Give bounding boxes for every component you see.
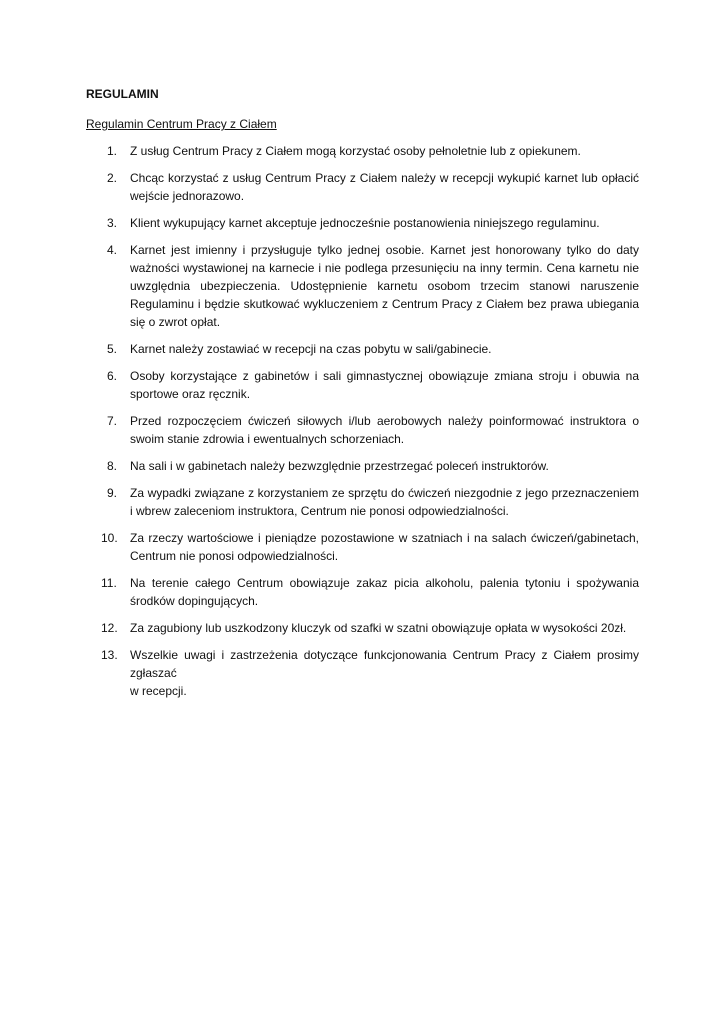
rule-number: 2.	[107, 171, 118, 185]
rule-text: Z usług Centrum Pracy z Ciałem mogą korzystać osoby pełnoletnie lub z opiekunem.	[130, 144, 581, 158]
rule-item-12	[86, 619, 639, 637]
rule-text: Na terenie całego Centrum obowiązuje zakaz picia alkoholu, palenia tytoniu i spożywania środków dopingujących.	[130, 576, 639, 608]
rule-text: Za wypadki związane z korzystaniem ze sprzętu do ćwiczeń niezgodnie z jego przeznaczeniem i wbrew zaleceniom instruktora, Centrum nie ponosi odpowiedzialności.	[130, 486, 639, 518]
rule-text: Osoby korzystające z gabinetów i sali gimnastycznej obowiązuje zmiana stroju i obuwia na sportowe oraz ręcznik.	[130, 369, 639, 401]
rule-item-13	[86, 646, 639, 700]
rule-number: 4.	[107, 243, 118, 257]
rule-item-7	[86, 412, 639, 448]
rule-item-4	[86, 241, 639, 331]
rule-number: 7.	[107, 414, 118, 428]
rule-text: Na sali i w gabinetach należy bezwzględnie przestrzegać poleceń instruktorów.	[130, 459, 549, 473]
rule-text: Przed rozpoczęciem ćwiczeń siłowych i/lub aerobowych należy poinformować instruktora o swoim stanie zdrowia i ewentualnych schorzeniach.	[130, 414, 639, 446]
rule-number: 13.	[101, 648, 118, 662]
rule-item-10	[86, 529, 639, 565]
rules-list	[86, 142, 639, 700]
rule-number: 5.	[107, 342, 118, 356]
rule-number: 10.	[101, 531, 118, 545]
rule-number: 11.	[101, 576, 117, 590]
rule-item-5	[86, 340, 639, 358]
rule-item-2	[86, 169, 639, 205]
rule-item-11	[86, 574, 639, 610]
rule-item-3	[86, 214, 639, 232]
rule-item-8	[86, 457, 639, 475]
rule-item-1	[86, 142, 639, 160]
rule-number: 8.	[107, 459, 118, 473]
rule-text: Klient wykupujący karnet akceptuje jednocześnie postanowienia niniejszego regulaminu.	[130, 216, 600, 230]
rule-text: Wszelkie uwagi i zastrzeżenia dotyczące funkcjonowania Centrum Pracy z Ciałem prosimy zgłaszać w recepcji.	[130, 648, 639, 698]
rule-number: 12.	[101, 621, 118, 635]
document-title: REGULAMIN	[86, 87, 159, 101]
rule-text: Chcąc korzystać z usług Centrum Pracy z Ciałem należy w recepcji wykupić karnet lub opłacić wejście jednorazowo.	[130, 171, 639, 203]
rule-number: 1.	[107, 144, 118, 158]
rule-number: 6.	[107, 369, 118, 383]
rule-number: 3.	[107, 216, 118, 230]
rule-number: 9.	[107, 486, 118, 500]
rule-item-9	[86, 484, 639, 520]
rule-text: Za rzeczy wartościowe i pieniądze pozostawione w szatniach i na salach ćwiczeń/gabinetach, Centrum nie ponosi odpowiedzialności.	[130, 531, 639, 563]
document-subtitle: Regulamin Centrum Pracy z Ciałem	[86, 117, 277, 131]
rule-item-6	[86, 367, 639, 403]
document-page	[86, 86, 639, 709]
rule-text: Za zagubiony lub uszkodzony kluczyk od szafki w szatni obowiązuje opłata w wysokości 20zł.	[130, 621, 627, 635]
rule-text: Karnet należy zostawiać w recepcji na czas pobytu w sali/gabinecie.	[130, 342, 492, 356]
rule-text: Karnet jest imienny i przysługuje tylko jednej osobie. Karnet jest honorowany tylko do daty ważności wystawionej na karnecie i nie podlega przesunięciu na inny termin. Cena karnetu nie uwzględnia ubezpieczenia. Udostępnienie karnetu osobom trzecim stanowi naruszenie Regulaminu i będzie skutkować wykluczeniem z Centrum Pracy z Ciałem bez prawa ubiegania się o zwrot opłat.	[130, 243, 639, 329]
